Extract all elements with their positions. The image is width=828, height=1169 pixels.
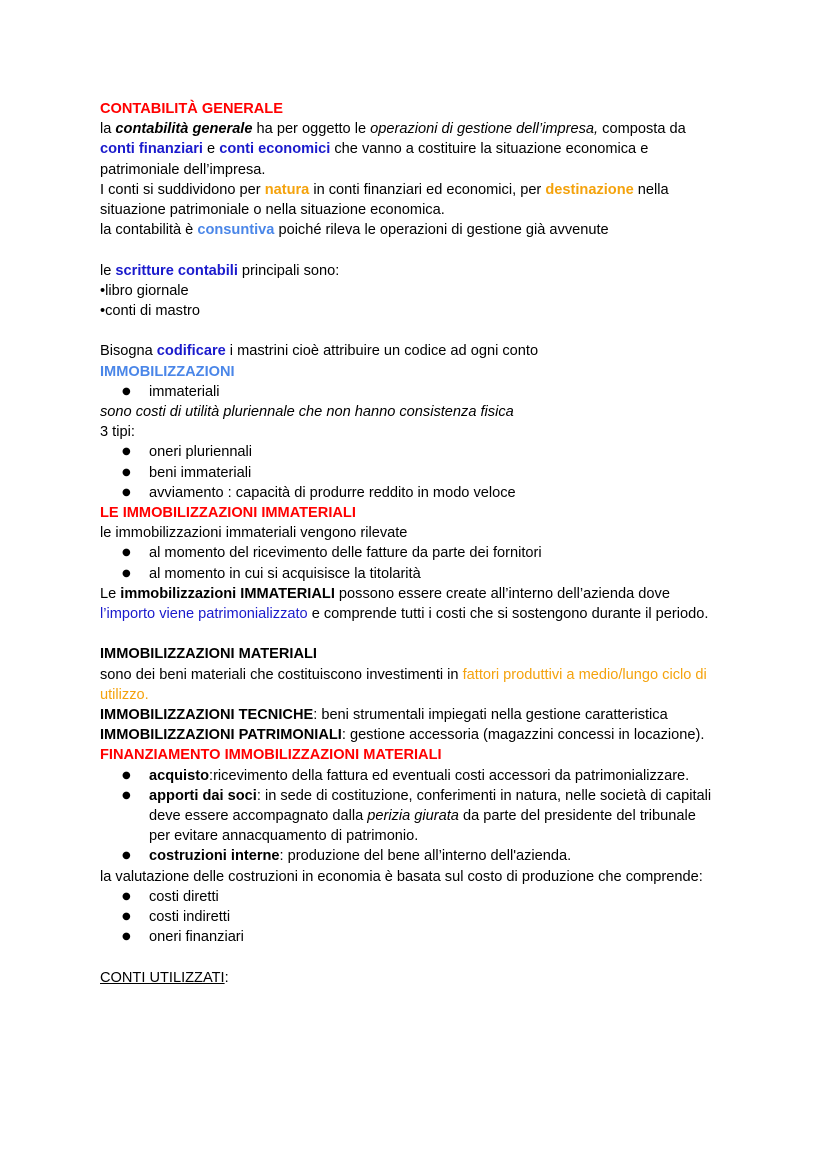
list-finanziamento <box>100 766 720 867</box>
heading-immobilizzazioni-immateriali: LE IMMOBILIZZAZIONI IMMATERIALI <box>100 505 356 522</box>
term-consuntiva: consuntiva <box>197 222 275 239</box>
list-item: ● costi diretti <box>100 887 720 907</box>
term-perizia-giurata: perizia giurata <box>367 808 459 825</box>
text-segment: nella situazione patrimoniale o nella situazione economica. <box>100 181 669 219</box>
term-destinazione: destinazione <box>545 181 634 198</box>
paragraph-suddivisione-conti <box>100 180 720 220</box>
line-libro-giornale: •libro giornale <box>100 282 189 299</box>
blank-line <box>100 947 720 967</box>
heading-finanziamento: FINANZIAMENTO IMMOBILIZZAZIONI MATERIALI <box>100 747 442 764</box>
paragraph-consuntiva <box>100 220 720 240</box>
text-segment: composta da <box>598 121 686 138</box>
paragraph-rilevazione: le immobilizzazioni immateriali vengono rilevate <box>100 525 408 542</box>
paragraph-patrimoniali <box>100 725 720 745</box>
text-segment: : <box>224 969 229 986</box>
definition-text: sono costi di utilità pluriennale che non hanno consistenza fisica <box>100 404 514 421</box>
term-immobilizzazioni-immateriali: immobilizzazioni IMMATERIALI <box>120 585 335 602</box>
list-rilevazione <box>100 543 720 583</box>
term-conti-finanziari: conti finanziari <box>100 141 203 158</box>
italic-definition <box>100 402 720 422</box>
blank-line <box>100 240 720 260</box>
term-codificare: codificare <box>156 343 226 360</box>
text-segment: I conti si suddividono per <box>100 181 265 198</box>
list-item: ● oneri finanziari <box>100 927 720 947</box>
text-segment: da parte del presidente del tribunale per evitare annacquamento di patrimonio. <box>149 808 696 845</box>
paragraph-scritture-contabili <box>100 261 720 281</box>
text-segment: possono essere create all’interno dell’azienda dove <box>334 585 670 602</box>
term-immobilizzazioni-patrimoniali: IMMOBILIZZAZIONI PATRIMONIALI <box>100 727 342 744</box>
conti-utilizzati-label: CONTI UTILIZZATI <box>100 969 225 986</box>
line-3-tipi: 3 tipi: <box>100 424 135 441</box>
term-fattori-produttivi: fattori produttivi a medio/lungo ciclo di utilizzo. <box>100 666 707 703</box>
text-segment: la <box>100 121 116 138</box>
paragraph-codificare <box>100 341 720 361</box>
term-conti-economici: conti economici <box>219 141 331 158</box>
text-segment: : produzione del bene all’interno dell'azienda. <box>279 848 572 865</box>
term-apporti-dai-soci: apporti dai soci <box>149 787 257 804</box>
list-item: ● immateriali <box>100 382 720 402</box>
heading-conti-utilizzati <box>100 968 720 988</box>
text-segment: : in sede di costituzione, conferimenti in natura, nelle società di capitali deve essere accompagnato dalla <box>149 787 712 825</box>
paragraph-beni-materiali <box>100 665 720 705</box>
list-item-apporti <box>100 786 720 847</box>
text-segment: la contabilità è <box>100 222 198 239</box>
list-item: ● al momento del ricevimento delle fatture da parte dei fornitori <box>100 543 720 563</box>
text-segment: in conti finanziari ed economici, per <box>309 181 546 198</box>
text-segment: principali sono: <box>237 262 340 279</box>
text-segment: : beni strumentali impiegati nella gestione caratteristica <box>313 707 668 724</box>
heading-contabilita-generale: CONTABILITÀ GENERALE <box>100 101 283 117</box>
text-segment: le <box>100 262 116 279</box>
term-acquisto: acquisto <box>149 767 210 784</box>
heading-immobilizzazioni: IMMOBILIZZAZIONI <box>100 363 235 380</box>
paragraph-contabilita-oggetto <box>100 119 720 180</box>
list-item: ● beni immateriali <box>100 463 720 483</box>
heading-immobilizzazioni-materiali <box>100 644 720 664</box>
list-item: ● al momento in cui si acquisisce la titolarità <box>100 564 720 584</box>
term-natura: natura <box>264 181 310 198</box>
heading-text: IMMOBILIZZAZIONI MATERIALI <box>100 646 317 663</box>
list-item-acquisto <box>100 766 720 786</box>
paragraph-tecniche <box>100 705 720 725</box>
list-immateriali <box>100 382 720 402</box>
term-contabilita-generale: contabilità generale <box>115 121 253 138</box>
term-immobilizzazioni-tecniche: IMMOBILIZZAZIONI TECNICHE <box>100 707 314 724</box>
text-segment: Bisogna <box>100 343 157 360</box>
text-segment: e comprende tutti i costi che si sostengono durante il periodo. <box>307 606 709 623</box>
list-tipi <box>100 442 720 503</box>
text-segment: e <box>202 141 220 158</box>
text-segment: sono dei beni materiali che costituiscono investimenti in <box>100 666 463 683</box>
text-segment: : gestione accessoria (magazzini concessi in locazione). <box>341 727 705 744</box>
text-segment: i mastrini cioè attribuire un codice ad ogni conto <box>225 343 539 360</box>
term-importo-patrimonializzato: l’importo viene patrimonializzato <box>100 606 308 623</box>
blank-line <box>100 624 720 644</box>
text-segment: Le <box>100 585 121 602</box>
list-item: ● costi indiretti <box>100 907 720 927</box>
list-item: ● oneri pluriennali <box>100 442 720 462</box>
text-segment: :ricevimento della fattura ed eventuali costi accessori da patrimonializzare. <box>209 767 690 784</box>
list-item-costruzioni <box>100 846 720 866</box>
text-segment: poiché rileva le operazioni di gestione già avvenute <box>274 222 609 239</box>
paragraph-patrimonializzato <box>100 584 720 624</box>
term-scritture-contabili: scritture contabili <box>115 262 238 279</box>
blank-line <box>100 321 720 341</box>
term-costruzioni-interne: costruzioni interne <box>149 848 280 865</box>
paragraph-valutazione: la valutazione delle costruzioni in economia è basata sul costo di produzione che comprende: <box>100 868 703 885</box>
document-content <box>100 99 720 988</box>
term-operazioni-gestione: operazioni di gestione dell’impresa, <box>370 121 599 138</box>
line-conti-di-mastro: •conti di mastro <box>100 303 201 320</box>
text-segment: che vanno a costituire la situazione economica e patrimoniale dell’impresa. <box>100 141 649 178</box>
list-costi <box>100 887 720 948</box>
list-item: ● avviamento : capacità di produrre reddito in modo veloce <box>100 483 720 503</box>
text-segment: ha per oggetto le <box>252 121 371 138</box>
